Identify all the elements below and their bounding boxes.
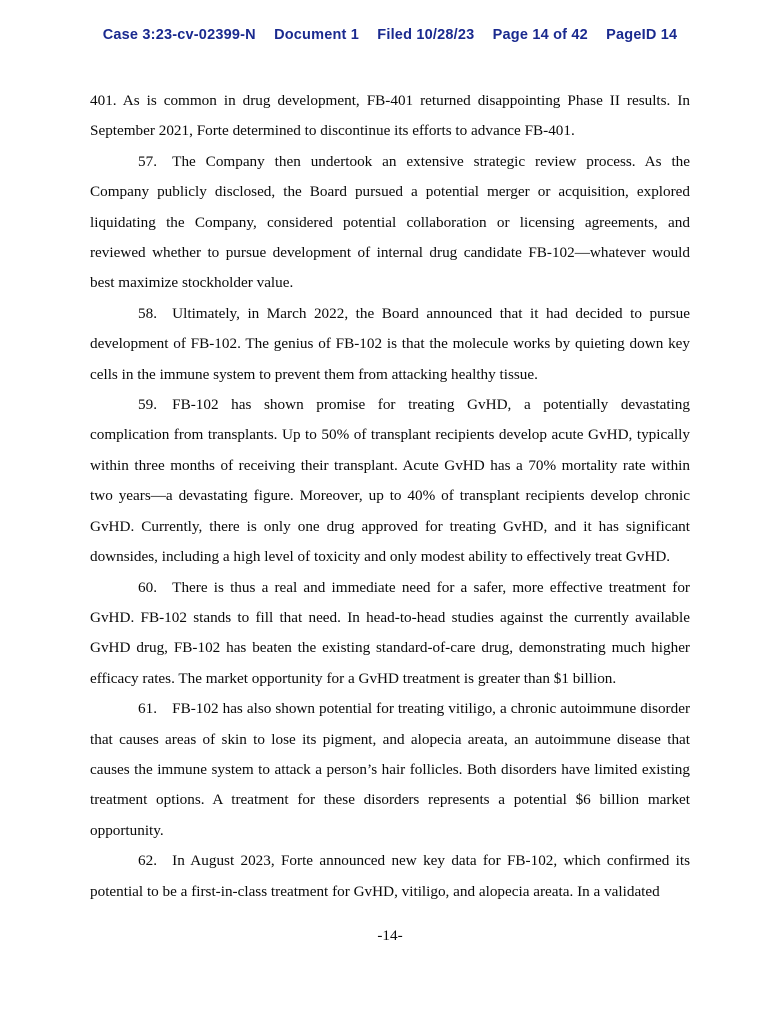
header-filed-date: Filed 10/28/23 xyxy=(377,27,475,43)
page-number-footer: -14- xyxy=(377,927,403,944)
header-page-of: Page 14 of 42 xyxy=(492,27,588,43)
paragraph-59: 59. FB-102 has shown promise for treating GvHD, a potentially devastating complication from transplants. Up to 50% of transplant recipients develop acute GvHD, typically within three months of receiving their transplant. Acute GvHD has a 70% mortality rate within two years—a devastating figure. Moreover, up to 40% of transplant recipients develop chronic GvHD. Currently, there is only one drug approved for treating GvHD, and it has significant downsides, including a high level of toxicity and only modest ability to effectively treat GvHD. xyxy=(90,396,690,566)
paragraph-61: 61. FB-102 has also shown potential for treating vitiligo, a chronic autoimmune disorder that causes areas of skin to lose its pigment, and alopecia areata, an autoimmune disease that causes the immune system to attack a person’s hair follicles. Both disorders have limited existing treatment options. A treatment for these disorders represents a potential $6 billion market opportunity. xyxy=(90,700,690,839)
court-filing-header xyxy=(0,27,780,43)
paragraph-60: 60. There is thus a real and immediate need for a safer, more effective treatment for GvHD. FB-102 stands to fill that need. In head-to-head studies against the currently available GvHD drug, FB-102 has beaten the existing standard-of-care drug, demonstrating much higher efficacy rates. The market opportunity for a GvHD treatment is greater than $1 billion. xyxy=(90,578,690,687)
header-document-number: Document 1 xyxy=(274,27,360,43)
paragraph-62: 62. In August 2023, Forte announced new key data for FB-102, which confirmed its potential to be a first-in-class treatment for GvHD, vitiligo, and alopecia areata. In a validated xyxy=(90,852,690,900)
document-body xyxy=(90,86,690,907)
header-pageid: PageID 14 xyxy=(606,27,678,43)
paragraph-58: 58. Ultimately, in March 2022, the Board announced that it had decided to pursue development of FB-102. The genius of FB-102 is that the molecule works by quieting down key cells in the immune system to prevent them from attacking healthy tissue. xyxy=(90,304,690,383)
header-case-number: Case 3:23-cv-02399-N xyxy=(102,27,256,43)
paragraph-401: 401. As is common in drug development, FB-401 returned disappointing Phase II results. In September 2021, Forte determined to discontinue its efforts to advance FB-401. xyxy=(90,92,690,140)
paragraph-57: 57. The Company then undertook an extensive strategic review process. As the Company publicly disclosed, the Board pursued a potential merger or acquisition, explored liquidating the Company, considered potential collaboration or licensing agreements, and reviewed whether to pursue development of internal drug candidate FB-102—whatever would best maximize stockholder value. xyxy=(90,152,690,292)
